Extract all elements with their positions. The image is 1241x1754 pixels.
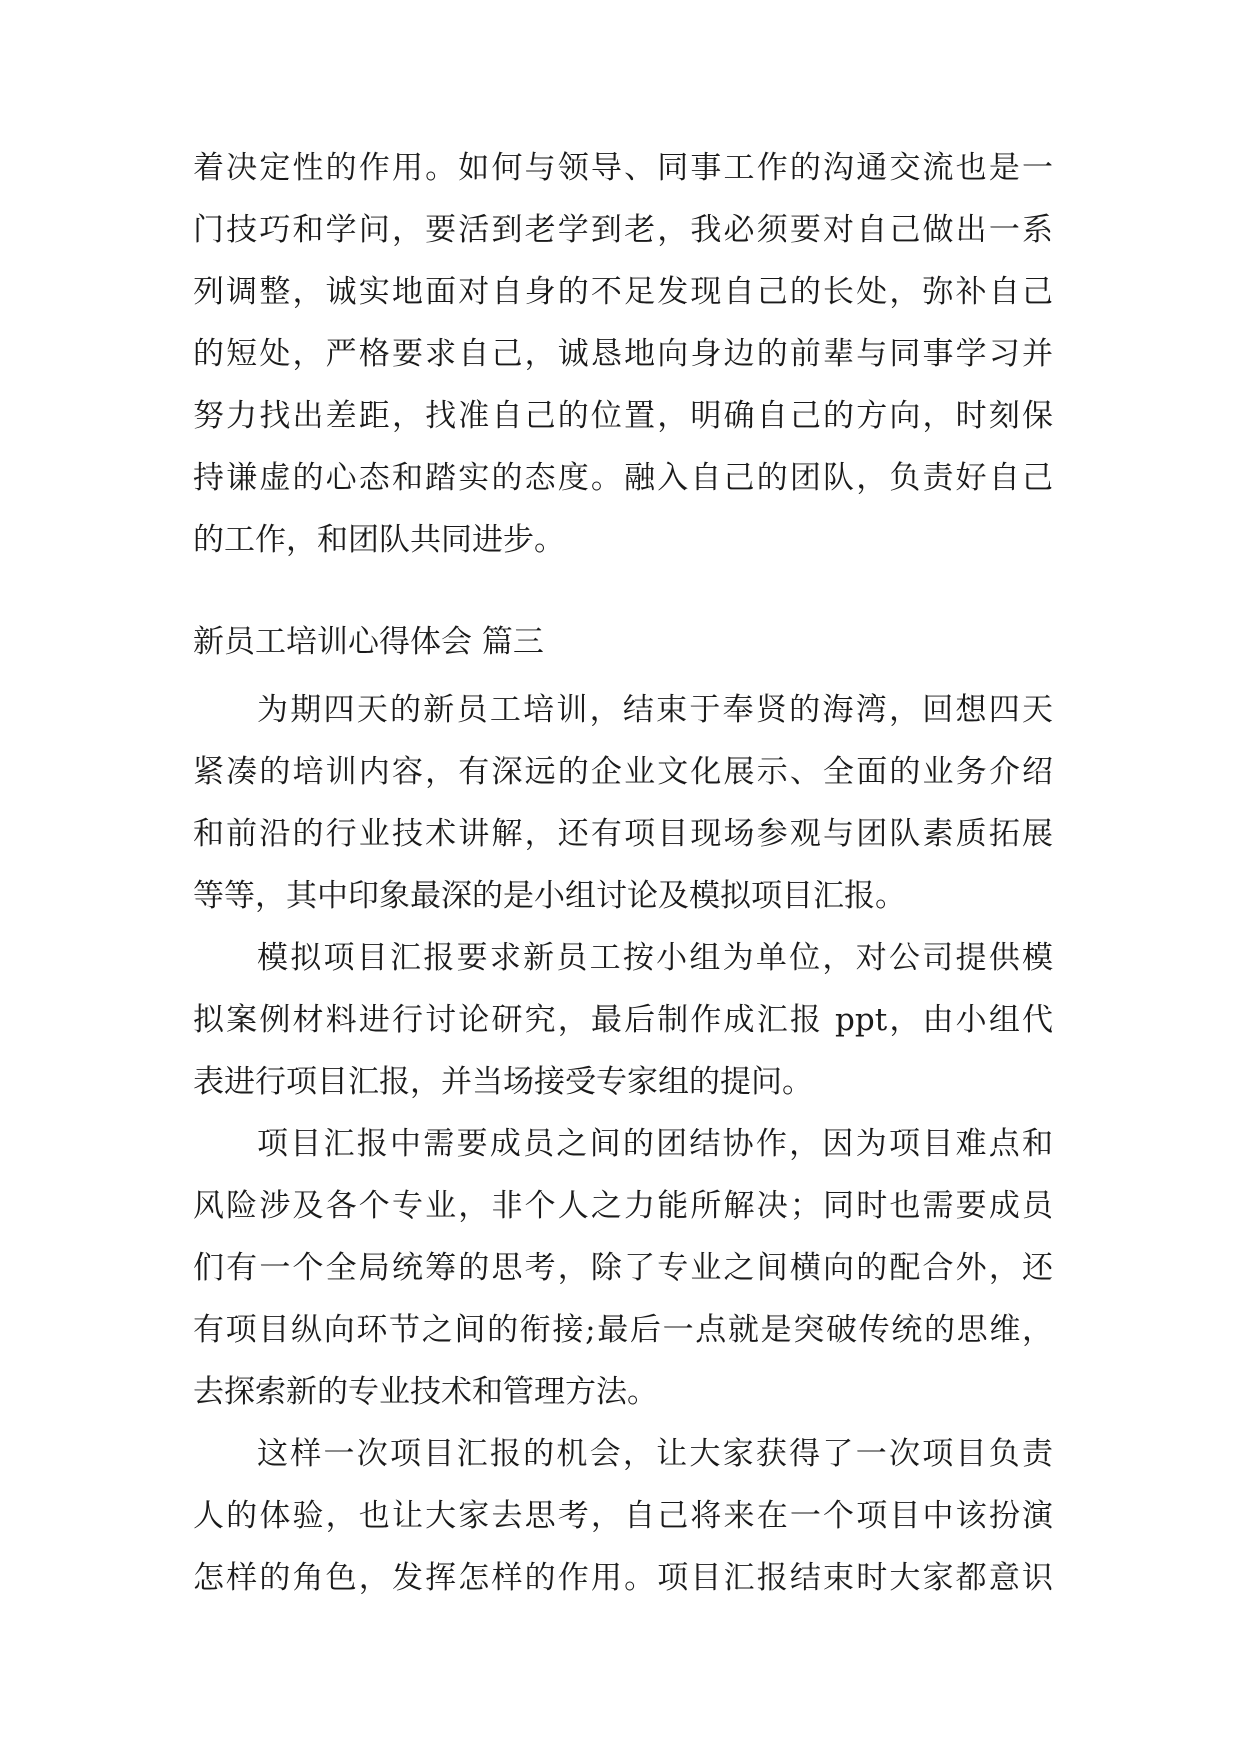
text-line: 门技巧和学问，要活到老学到老，我必须要对自己做出一系 xyxy=(193,212,1053,248)
text-line: 持谦虚的心态和踏实的态度。融入自己的团队，负责好自己 xyxy=(193,460,1053,496)
text-line: 列调整，诚实地面对自身的不足发现自己的长处，弥补自己 xyxy=(193,274,1053,310)
section-heading: 新员工培训心得体会 篇三 xyxy=(193,624,544,660)
text-line: 和前沿的行业技术讲解，还有项目现场参观与团队素质拓展 xyxy=(193,816,1053,852)
text-line: 的工作，和团队共同进步。 xyxy=(193,522,565,558)
text-line: 紧凑的培训内容，有深远的企业文化展示、全面的业务介绍 xyxy=(193,754,1053,790)
text-line: 这样一次项目汇报的机会，让大家获得了一次项目负责 xyxy=(257,1436,1053,1472)
text-line: 表进行项目汇报，并当场接受专家组的提问。 xyxy=(193,1064,813,1100)
text-line: 拟案例材料进行讨论研究，最后制作成汇报 ppt，由小组代 xyxy=(193,1002,1053,1038)
text-line: 的短处，严格要求自己，诚恳地向身边的前辈与同事学习并 xyxy=(193,336,1053,372)
text-line: 怎样的角色，发挥怎样的作用。项目汇报结束时大家都意识 xyxy=(193,1560,1053,1596)
text-line: 们有一个全局统筹的思考，除了专业之间横向的配合外，还 xyxy=(193,1250,1053,1286)
text-line: 努力找出差距，找准自己的位置，明确自己的方向，时刻保 xyxy=(193,398,1053,434)
text-line: 着决定性的作用。如何与领导、同事工作的沟通交流也是一 xyxy=(193,150,1053,186)
text-line: 风险涉及各个专业，非个人之力能所解决；同时也需要成员 xyxy=(193,1188,1053,1224)
text-line: 等等，其中印象最深的是小组讨论及模拟项目汇报。 xyxy=(193,878,906,914)
text-line: 项目汇报中需要成员之间的团结协作，因为项目难点和 xyxy=(257,1126,1053,1162)
text-line: 为期四天的新员工培训，结束于奉贤的海湾，回想四天 xyxy=(257,692,1053,728)
text-line: 去探索新的专业技术和管理方法。 xyxy=(193,1374,658,1410)
text-line: 有项目纵向环节之间的衔接;最后一点就是突破传统的思维， xyxy=(193,1312,1053,1348)
text-line: 模拟项目汇报要求新员工按小组为单位，对公司提供模 xyxy=(257,940,1053,976)
text-line: 人的体验，也让大家去思考，自己将来在一个项目中该扮演 xyxy=(193,1498,1053,1534)
